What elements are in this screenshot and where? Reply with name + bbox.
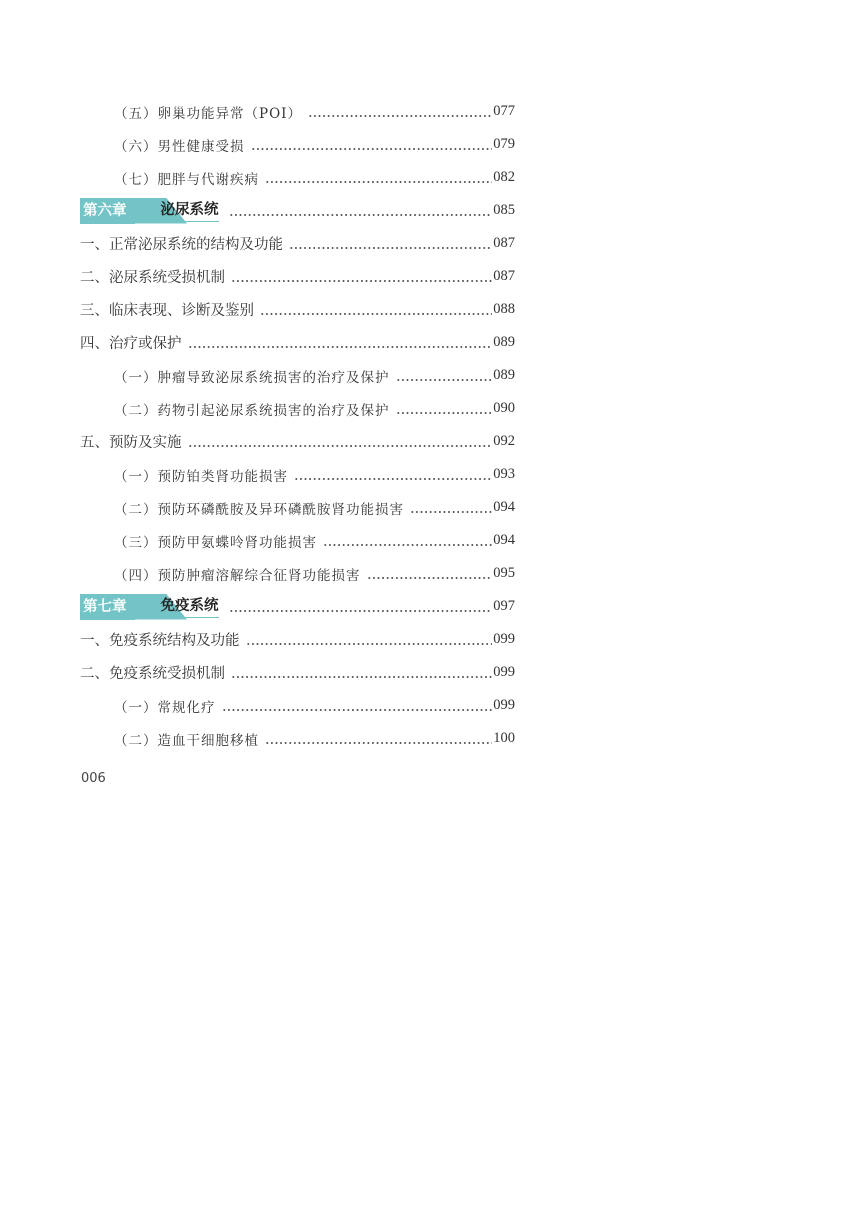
entry-title: 一、正常泌尿系统的结构及功能: [80, 237, 283, 253]
toc-section-entry[interactable]: [80, 326, 515, 359]
toc-section-entry[interactable]: [80, 656, 515, 689]
entry-page-number: 077: [493, 103, 515, 119]
entry-page-number: 079: [493, 136, 515, 152]
entry-page-number: 087: [493, 268, 515, 284]
dot-leader: [188, 445, 493, 447]
entry-page-number: 089: [493, 334, 515, 350]
chapter-number-badge: 第七章: [80, 594, 135, 620]
entry-page-number: 093: [493, 466, 515, 482]
toc-subsection-entry[interactable]: [80, 524, 515, 557]
toc-subsection-entry[interactable]: [80, 392, 515, 425]
dot-leader: [231, 280, 492, 282]
toc-subsection-entry[interactable]: [80, 458, 515, 491]
entry-title: 四、治疗或保护: [80, 336, 182, 352]
dot-leader: [294, 478, 492, 480]
dot-leader: [222, 709, 493, 711]
entry-page-number: 085: [493, 202, 515, 218]
dot-leader: [323, 544, 492, 546]
dot-leader: [246, 643, 493, 645]
dot-leader: [367, 577, 493, 579]
dot-leader: [265, 181, 492, 183]
entry-title: （二）造血干细胞移植: [114, 732, 259, 749]
entry-title: （三）预防甲氨蝶呤肾功能损害: [114, 534, 317, 551]
chapter-title: 泌尿系统: [135, 199, 219, 222]
entry-title: （四）预防肿瘤溶解综合征肾功能损害: [114, 567, 361, 584]
chapter-heading: [80, 594, 219, 620]
entry-page-number: 092: [493, 433, 515, 449]
toc-subsection-entry[interactable]: [80, 491, 515, 524]
page-number: 006: [81, 771, 106, 786]
toc-chapter-entry[interactable]: [80, 194, 515, 227]
chapter-heading: [80, 198, 219, 224]
toc-subsection-entry[interactable]: [80, 128, 515, 161]
dot-leader: [289, 247, 492, 249]
toc-section-entry[interactable]: [80, 623, 515, 656]
entry-page-number: 090: [493, 400, 515, 416]
entry-page-number: 094: [493, 532, 515, 548]
toc-section-entry[interactable]: [80, 260, 515, 293]
toc-subsection-entry[interactable]: [80, 722, 515, 755]
entry-title: （五）卵巢功能异常（POI）: [114, 105, 302, 122]
table-of-contents: [80, 95, 515, 755]
toc-subsection-entry[interactable]: [80, 161, 515, 194]
chapter-title: 免疫系统: [135, 595, 219, 618]
dot-leader: [229, 610, 493, 612]
toc-subsection-entry[interactable]: [80, 359, 515, 392]
toc-section-entry[interactable]: [80, 425, 515, 458]
entry-page-number: 082: [493, 169, 515, 185]
entry-page-number: 099: [493, 697, 515, 713]
toc-subsection-entry[interactable]: [80, 557, 515, 590]
entry-title: （一）常规化疗: [114, 699, 216, 716]
dot-leader: [396, 379, 493, 381]
entry-title: 五、预防及实施: [80, 435, 182, 451]
entry-title: 二、免疫系统受损机制: [80, 666, 225, 682]
entry-title: 二、泌尿系统受损机制: [80, 270, 225, 286]
entry-page-number: 087: [493, 235, 515, 251]
entry-title: 三、临床表现、诊断及鉴别: [80, 303, 254, 319]
entry-title: （七）肥胖与代谢疾病: [114, 171, 259, 188]
dot-leader: [308, 115, 492, 117]
dot-leader: [410, 511, 492, 513]
entry-title: （六）男性健康受损: [114, 138, 245, 155]
entry-page-number: 094: [493, 499, 515, 515]
entry-title: （一）预防铂类肾功能损害: [114, 468, 288, 485]
entry-page-number: 095: [493, 565, 515, 581]
entry-title: （一）肿瘤导致泌尿系统损害的治疗及保护: [114, 369, 390, 386]
entry-page-number: 088: [493, 301, 515, 317]
chapter-number-badge: 第六章: [80, 198, 135, 224]
toc-chapter-entry[interactable]: [80, 590, 515, 623]
entry-page-number: 099: [493, 631, 515, 647]
toc-section-entry[interactable]: [80, 293, 515, 326]
dot-leader: [188, 346, 493, 348]
toc-subsection-entry[interactable]: [80, 689, 515, 722]
toc-subsection-entry[interactable]: [80, 95, 515, 128]
entry-page-number: 097: [493, 598, 515, 614]
dot-leader: [229, 214, 493, 216]
entry-title: （二）预防环磷酰胺及异环磷酰胺肾功能损害: [114, 501, 404, 518]
dot-leader: [231, 676, 492, 678]
dot-leader: [265, 742, 492, 744]
entry-title: 一、免疫系统结构及功能: [80, 633, 240, 649]
entry-page-number: 099: [493, 664, 515, 680]
dot-leader: [260, 313, 492, 315]
entry-title: （二）药物引起泌尿系统损害的治疗及保护: [114, 402, 390, 419]
toc-section-entry[interactable]: [80, 227, 515, 260]
entry-page-number: 089: [493, 367, 515, 383]
entry-page-number: 100: [493, 730, 515, 746]
dot-leader: [396, 412, 493, 414]
dot-leader: [251, 148, 493, 150]
